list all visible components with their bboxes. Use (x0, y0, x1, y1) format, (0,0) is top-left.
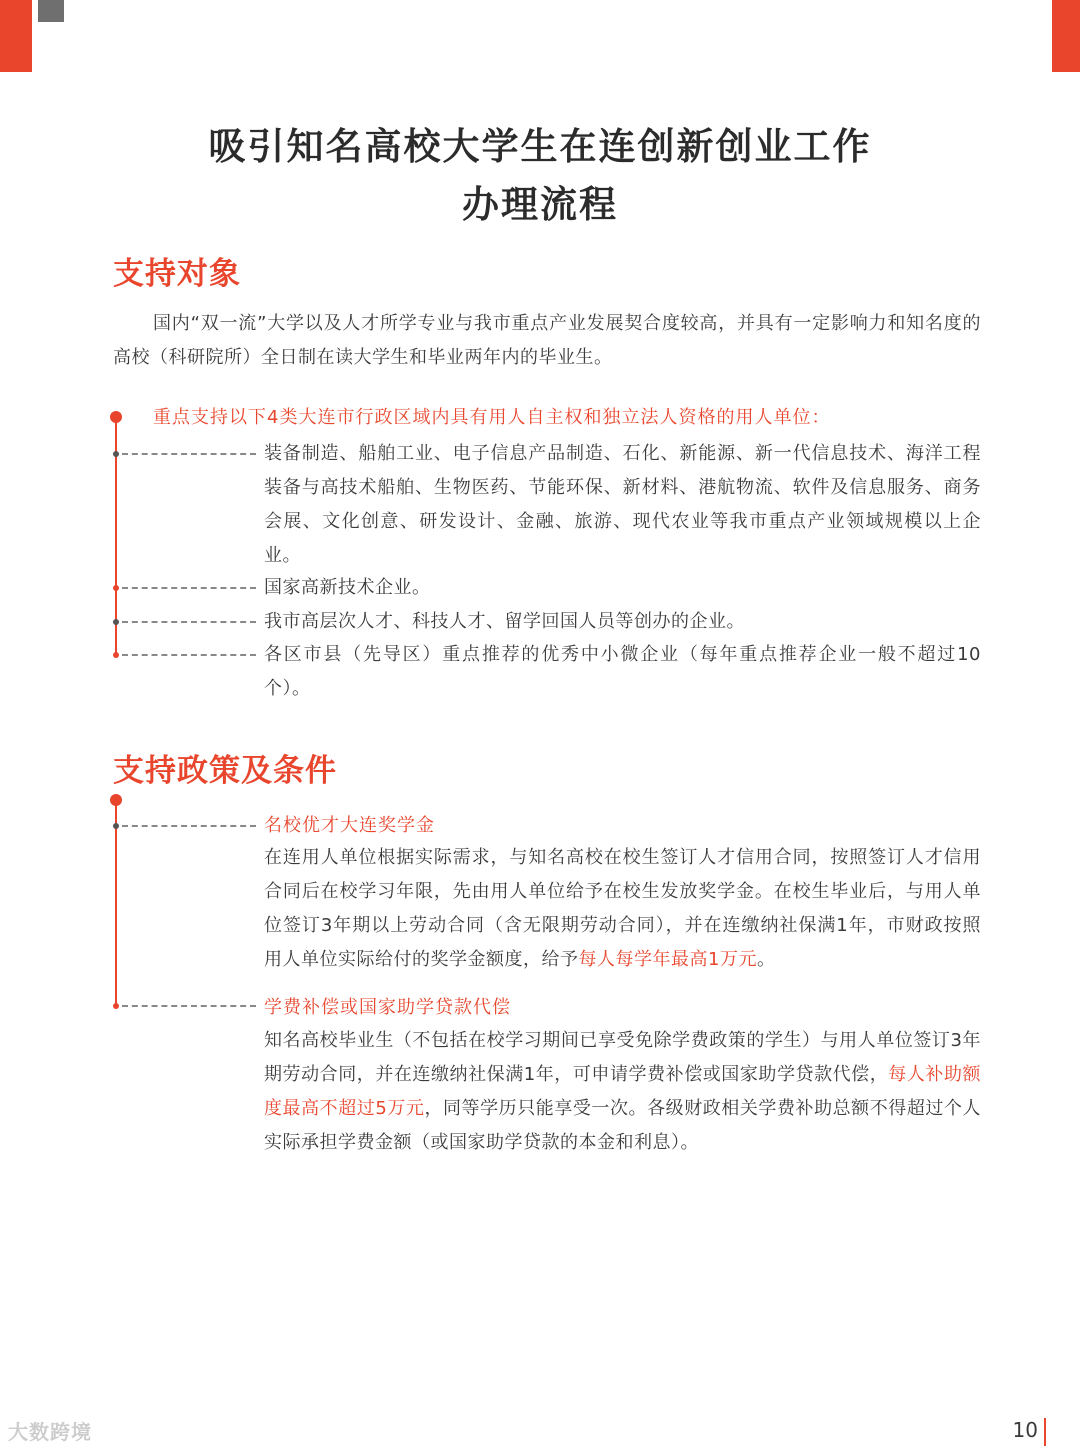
policy-highlight: 每人每学年最高1万元 (578, 949, 757, 970)
policy-title-scholarship: 名校优才大连奖学金 (264, 815, 435, 836)
list-item: 各区市县（先导区）重点推荐的优秀中小微企业（每年重点推荐企业一般不超过10个）。 (264, 644, 981, 699)
page-title-line1: 吸引知名高校大学生在连创新创业工作 (208, 125, 872, 168)
list-item: 装备制造、船舶工业、电子信息产品制造、石化、新能源、新一代信息技术、海洋工程装备与高技术船舶、生物医药、节能环保、新材料、港航物流、软件及信息服务、商务会展、文化创意、研发设计、金融、旅游、现代农业等我市重点产业领域规模以上企业。 (264, 443, 981, 566)
timeline-node (113, 823, 119, 829)
list-heading: 重点支持以下4类大连市行政区域内具有用人自主权和独立法人资格的用人单位： (153, 407, 831, 428)
page-title-line2: 办理流程 (462, 183, 618, 226)
connector-dash (122, 453, 256, 455)
policy-body-tuition: 知名高校毕业生（不包括在校学习期间已享受免除学费政策的学生）与用人单位签订3年期劳动合同，并在连缴纳社保满1年，可申请学费补偿或国家助学贷款代偿，每人补助额度最高不超过5万元，同等学历只能享受一次。各级财政相关学费补助总额不得超过个人实际承担学费金额（或国家助学贷款的本金和利息）。 (264, 1030, 981, 1153)
connector-dash (122, 654, 256, 656)
timeline-line (115, 800, 117, 1006)
timeline-dot (110, 794, 122, 806)
list-item: 国家高新技术企业。 (264, 577, 431, 598)
policy-body-scholarship: 在连用人单位根据实际需求，与知名高校在校生签订人才信用合同，按照签订人才信用合同后在校学习年限，先由用人单位给予在校生发放奖学金。在校生毕业后，与用人单位签订3年期以上劳动合同（含无限期劳动合同），并在连缴纳社保满1年，市财政按照用人单位实际给付的奖学金额度，给予每人每学年最高1万元。 (264, 847, 981, 970)
policy-title-tuition: 学费补偿或国家助学贷款代偿 (264, 997, 511, 1018)
watermark: 大数跨境 (8, 1420, 92, 1444)
policy-highlight: 每人补助额度最高不超过5万元 (264, 1064, 981, 1119)
list-item: 我市高层次人才、科技人才、留学回国人员等创办的企业。 (264, 611, 745, 632)
connector-dash (122, 621, 256, 623)
corner-gray-block (38, 0, 64, 22)
section-intro: 国内“双一流”大学以及人才所学专业与我市重点产业发展契合度较高，并具有一定影响力和知名度的高校（科研院所）全日制在读大学生和毕业两年内的毕业生。 (113, 313, 981, 368)
section-heading-policy: 支持政策及条件 (113, 753, 337, 789)
timeline-node (113, 1003, 119, 1009)
timeline-node (113, 451, 119, 457)
connector-dash (122, 587, 256, 589)
connector-dash (122, 1005, 256, 1007)
corner-accent-left (0, 0, 32, 72)
section-heading-target: 支持对象 (113, 256, 241, 292)
corner-accent-right (1052, 0, 1080, 72)
page-number-bar (1044, 1418, 1046, 1446)
page-number: 10 (1012, 1418, 1038, 1442)
timeline-node (113, 619, 119, 625)
timeline-node (113, 585, 119, 591)
timeline-node (113, 652, 119, 658)
connector-dash (122, 825, 256, 827)
timeline-dot (110, 411, 122, 423)
